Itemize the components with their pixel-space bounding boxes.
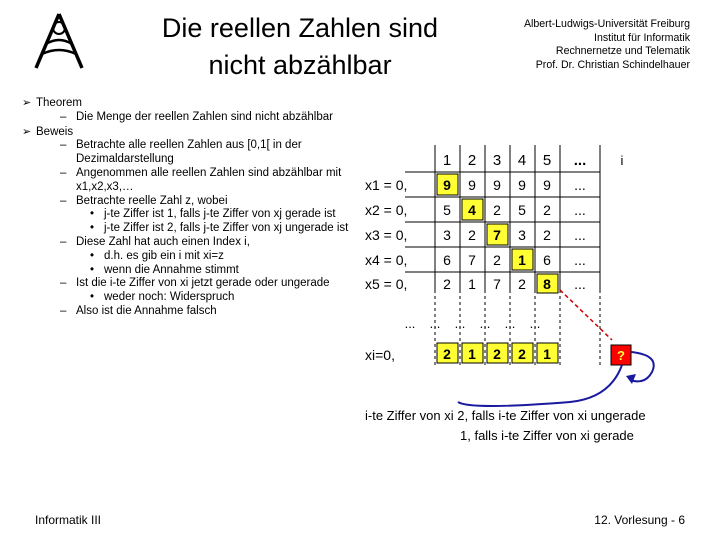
column-header: i <box>620 153 624 168</box>
xi-digit: 1 <box>468 346 476 362</box>
table-digit: ... <box>574 202 586 218</box>
footer-lecture: 12. Vorlesung - 6 <box>594 513 685 527</box>
bullet-item: – Diese Zahl hat auch einen Index i, <box>60 235 250 248</box>
sub-bullet-item: • j-te Ziffer ist 2, falls j-te Ziffer von xj ungerade ist <box>90 222 349 235</box>
slide-content <box>22 96 352 319</box>
ellipsis: ... <box>529 316 541 331</box>
bullet-item: – Angenommen alle reellen Zahlen sind abzählbar mit x1,x2,x3,… <box>60 166 342 193</box>
row-label: x3 = 0, <box>365 227 408 243</box>
table-digit: 2 <box>493 252 501 268</box>
xi-digit: 2 <box>493 346 501 362</box>
table-digit: 2 <box>493 202 501 218</box>
table-digit: 9 <box>468 177 476 193</box>
table-digit: 2 <box>468 227 476 243</box>
ellipsis: ... <box>504 316 516 331</box>
table-digit: 6 <box>443 252 451 268</box>
table-digit: 5 <box>518 202 526 218</box>
institution-line: Albert-Ludwigs-Universität Freiburg <box>523 18 690 30</box>
title-line-1: Die reellen Zahlen sind <box>161 13 439 43</box>
sub-bullet-item: • weder noch: Widerspruch <box>90 291 235 304</box>
title-line-2: nicht abzählbar <box>208 50 392 80</box>
xi-label: xi=0, <box>365 347 395 363</box>
slide-title <box>120 10 480 84</box>
diagonal-digit: 1 <box>518 252 526 268</box>
row-label: x2 = 0, <box>365 202 408 218</box>
sub-bullet-item: • wenn die Annahme stimmt <box>90 263 239 276</box>
sub-bullet-item: • j-te Ziffer ist 1, falls j-te Ziffer von xj gerade ist <box>90 208 336 221</box>
table-digit: 6 <box>543 252 551 268</box>
bullet-item: – Betrachte alle reellen Zahlen aus [0,1[ in der Dezimaldarstellung <box>60 139 302 166</box>
table-digit: 9 <box>543 177 551 193</box>
table-digit: 9 <box>493 177 501 193</box>
table-digit: ... <box>574 227 586 243</box>
table-digit: ... <box>574 252 586 268</box>
institution-line: Rechnernetze und Telematik <box>555 45 690 57</box>
table-digit: 5 <box>443 202 451 218</box>
university-logo <box>28 10 90 72</box>
column-header: 1 <box>442 152 452 169</box>
table-digit: 2 <box>443 276 451 292</box>
table-digit: 9 <box>518 177 526 193</box>
diagonal-digit: 8 <box>543 276 551 292</box>
table-digit: ... <box>574 276 586 292</box>
table-digit: 7 <box>493 276 501 292</box>
xi-digit: 2 <box>443 346 451 362</box>
rule-line: i-te Ziffer von xi 2, falls i-te Ziffer von xi ungerade <box>365 408 646 423</box>
rule-line: 1, falls i-te Ziffer von xi gerade <box>460 428 634 443</box>
beweis-heading: ➢ Beweis <box>22 126 352 140</box>
column-header: 5 <box>542 152 552 169</box>
column-header: ... <box>573 152 587 169</box>
bullet-item: – Betrachte reelle Zahl z, wobei <box>60 194 228 207</box>
column-header: 2 <box>467 152 477 169</box>
theorem-heading: ➢ Theorem <box>22 97 352 111</box>
row-label: x5 = 0, <box>365 276 408 292</box>
table-digit: ... <box>574 177 586 193</box>
column-header: 3 <box>492 152 502 169</box>
question-mark: ? <box>617 348 625 363</box>
institution-line: Prof. Dr. Christian Schindelhauer <box>535 58 690 71</box>
row-label: x1 = 0, <box>365 177 408 193</box>
institution-line: Institut für Informatik <box>594 31 690 44</box>
ellipsis: ... <box>404 316 416 331</box>
ellipsis: ... <box>429 316 441 331</box>
table-digit: 3 <box>518 227 526 243</box>
xi-digit: 1 <box>543 346 551 362</box>
diagonal-digit: 4 <box>468 202 476 218</box>
xi-digit: 2 <box>518 346 526 362</box>
bullet-item: – Die Menge der reellen Zahlen sind nicht abzählbar <box>60 110 333 123</box>
table-digit: 1 <box>468 276 476 292</box>
institution-block <box>480 18 690 72</box>
diagonal-digit: 9 <box>443 177 451 193</box>
table-digit: 2 <box>518 276 526 292</box>
bullet-item: – Ist die i-te Ziffer von xi jetzt gerade oder ungerade <box>60 277 330 290</box>
ellipsis: ... <box>454 316 466 331</box>
table-digit: 7 <box>468 252 476 268</box>
ellipsis: ... <box>479 316 491 331</box>
table-digit: 3 <box>443 227 451 243</box>
sub-bullet-item: • d.h. es gib ein i mit xi=z <box>90 249 224 262</box>
diagonal-argument-diagram <box>360 140 690 450</box>
diagonal-digit: 7 <box>493 227 501 243</box>
column-header: 4 <box>517 152 527 169</box>
bullet-item: – Also ist die Annahme falsch <box>60 304 217 317</box>
table-digit: 2 <box>543 227 551 243</box>
arrow-curve <box>458 365 622 406</box>
footer-course: Informatik III <box>35 513 102 527</box>
row-label: x4 = 0, <box>365 252 408 268</box>
table-digit: 2 <box>543 202 551 218</box>
